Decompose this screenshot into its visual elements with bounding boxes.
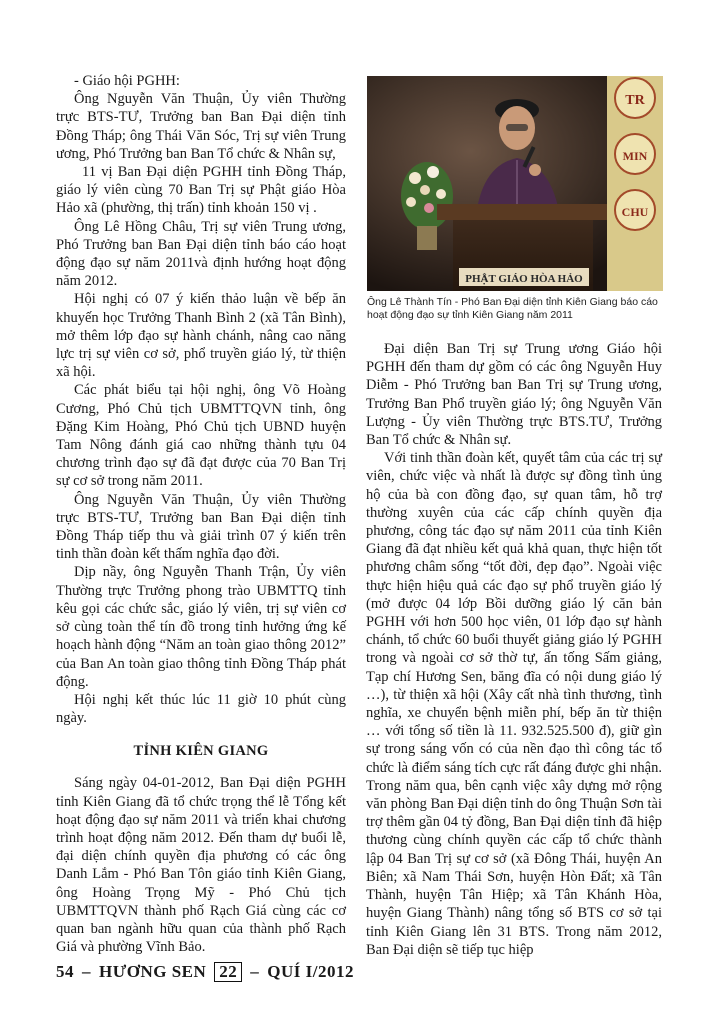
- paragraph: Đại diện Ban Trị sự Trung ương Giáo hội PGHH đến tham dự gồm có các ông Nguyễn Huy Diễm - Phó Trưởng ban Ban Trị sự Trung ương, Trưởng Ban Phổ truyền giáo lý; ông Nguyễn Văn Lượng - Ủy viên Thường trực BTS.TƯ, Trưởng Ban Tổ chức & Nhân sự.: [366, 341, 662, 449]
- footer-dash: –: [250, 962, 260, 981]
- paragraph: Ông Nguyễn Văn Thuận, Ủy viên Thường trực BTS-TƯ, Trưởng ban Ban Đại diện tỉnh Đồng Tháp; ông Thái Văn Sóc, Trị sự viên Trung ương, Phó Trưởng ban Ban Tổ chức & Nhân sự,: [56, 91, 346, 162]
- page-number: 54: [56, 962, 74, 981]
- issue-number: 22: [214, 962, 242, 982]
- banner-char: MIN: [622, 149, 648, 163]
- podium: [437, 204, 607, 291]
- paragraph: Hội nghị kết thúc lúc 11 giờ 10 phút cùng ngày.: [56, 691, 346, 727]
- left-column: [56, 72, 346, 956]
- paragraph: Sáng ngày 04-01-2012, Ban Đại diện PGHH tỉnh Kiên Giang đã tổ chức trọng thể lễ Tổng kết hoạt động đạo sự năm 2011 và triển khai chương trình hoạt động năm 2012. Đến tham dự buổi lễ, đại diện chính quyền địa phương có các ông Danh Lắm - Phó Ban Tôn giáo tỉnh Kiên Giang, ông Hoàng Trọng Mỹ - Phó Chủ tịch UBMTTQVN thành phố Rạch Giá cùng các cơ quan ban ngành hữu quan của thành phố Rạch Giá và phường Vĩnh Bảo.: [56, 775, 346, 956]
- paragraph: Hội nghị có 07 ý kiến thảo luận về bếp ăn khuyến học Trưởng Thanh Bình 2 (xã Tân Bình), mở thêm lớp đạo sự hành chánh, nâng cao năng lực trị sự viên cơ sở, phổ truyền giáo lý, từ thiện xã hội.: [56, 291, 346, 381]
- paragraph: Ông Nguyễn Văn Thuận, Ủy viên Thường trực BTS-TƯ, Trưởng ban Ban Đại diện tỉnh Đồng Tháp tiếp thu và giải trình 07 ý kiến trên tinh thần đoàn kết thấm nghĩa đạo đời.: [56, 491, 346, 563]
- paragraph: Ông Lê Hồng Châu, Trị sự viên Trung ương, Phó Trưởng ban Ban Đại diện tỉnh báo cáo hoạt động đạo sự năm 2011và định hướng hoạt động năm 2012.: [56, 218, 346, 290]
- photo-caption: Ông Lê Thành Tín - Phó Ban Đại diện tỉnh Kiên Giang báo cáo hoạt động đạo sự tỉnh Kiên Giang năm 2011: [367, 296, 658, 321]
- photo-illustration: [367, 76, 663, 291]
- podium-text: PHẬT GIÁO HÒA HẢO: [465, 273, 583, 285]
- paragraph: Các phát biểu tại hội nghị, ông Võ Hoàng Cương, Phó Chủ tịch UBMTTQVN tỉnh, ông Đặng Kim Hoàng, Phó Chủ tịch UBND huyện Tam Nông đánh giá cao những thành tựu 04 chương trình đạo sự đã đạt được của 70 Ban Trị sự cơ sở trong năm 2011.: [56, 382, 346, 490]
- paragraph: Dịp nầy, ông Nguyễn Thanh Trận, Ủy viên Thường trực Trưởng phong trào UBMTTQ tỉnh kêu gọi các chức sắc, giáo lý viên, trị sự viên cơ sở cùng toàn thể tín đồ trong tỉnh hưởng ứng kế hoạch hành động “Năm an toàn giao thông 2012” của Ban An toàn giao thông tỉnh Đồng Tháp phát động.: [56, 564, 346, 690]
- right-column: [366, 340, 662, 959]
- section-title: TỈNH KIÊN GIANG: [133, 743, 269, 760]
- magazine-name: HƯƠNG SEN: [99, 962, 207, 981]
- footer-dash: –: [82, 962, 91, 981]
- issue-quarter: QUÍ I/2012: [267, 962, 355, 981]
- banner-char: CHU: [621, 205, 649, 219]
- article-photo: [367, 76, 663, 291]
- paragraph: Với tinh thần đoàn kết, quyết tâm của các trị sự viên, chức việc và nhất là được sự đồng tình ủng hộ của bà con đồng đạo, sự quan tâm, hỗ trợ thường xuyên của các cấp chính quyền địa phương, công tác đạo sự năm 2011 của tỉnh Kiên Giang đã đạt nhiều kết quả khả quan, thực hiện tốt phương châm sống “tốt đời, đẹp đạo”. Ngoài việc thực hiện hiệu quả các đạo sự phổ truyền giáo lý (mở được 04 lớp Bồi dưỡng giáo lý căn bản PGHH với hơn 500 học viên, 01 lớp đạo sự hành chánh, tổ chức 60 buổi thuyết giảng giáo lý PGHH trong và ngoài cơ sở thờ tự, ấn tống Sấm giảng, Tạp chí Hương Sen, băng đĩa có nội dung giáo lý …), từ thiện xã hội (Xây cất nhà tình thương, tình nghĩa, xe chuyển bệnh miễn phí, bếp ăn từ thiện … với tổng số tiền là 11. 932.525.500 đ), giữ gìn sự trong sáng vốn có của nền đạo thì công tác tổ chức là điểm sáng tích cực rất đáng được ghi nhận. Trong năm qua, bên cạnh việc xây dựng mở rộng văn phòng Ban Đại diện tỉnh do ông Thuận Sơn tài trợ thêm gần 04 tỷ đồng, Ban Đại diện tỉnh đã hiệp thương cùng chính quyền các cấp tổ chức thành lập 04 Ban Trị sự cơ sở (xã Đông Thái, huyện An Biên; xã Nam Thái Sơn, huyện Hòn Đất; xã Tân Thành, huyện Tân Hiệp; xã Tân Khánh Hòa, huyện Giang Thành) nâng tổng số BTS cơ sở tại tỉnh Kiên Giang lên 31 BTS. Trong năm 2012, Ban Đại diện sẽ tiếp tục hiệp: [366, 450, 662, 958]
- banner-char: TR: [625, 93, 645, 108]
- page-footer: [56, 962, 354, 982]
- paragraph: 11 vị Ban Đại diện PGHH tỉnh Đồng Tháp, giáo lý viên cùng 70 Ban Trị sự Phật giáo Hòa Hảo xã (phường, thị trấn) tỉnh khoản 150 vị .: [56, 164, 346, 217]
- paragraph: - Giáo hội PGHH:: [74, 73, 180, 89]
